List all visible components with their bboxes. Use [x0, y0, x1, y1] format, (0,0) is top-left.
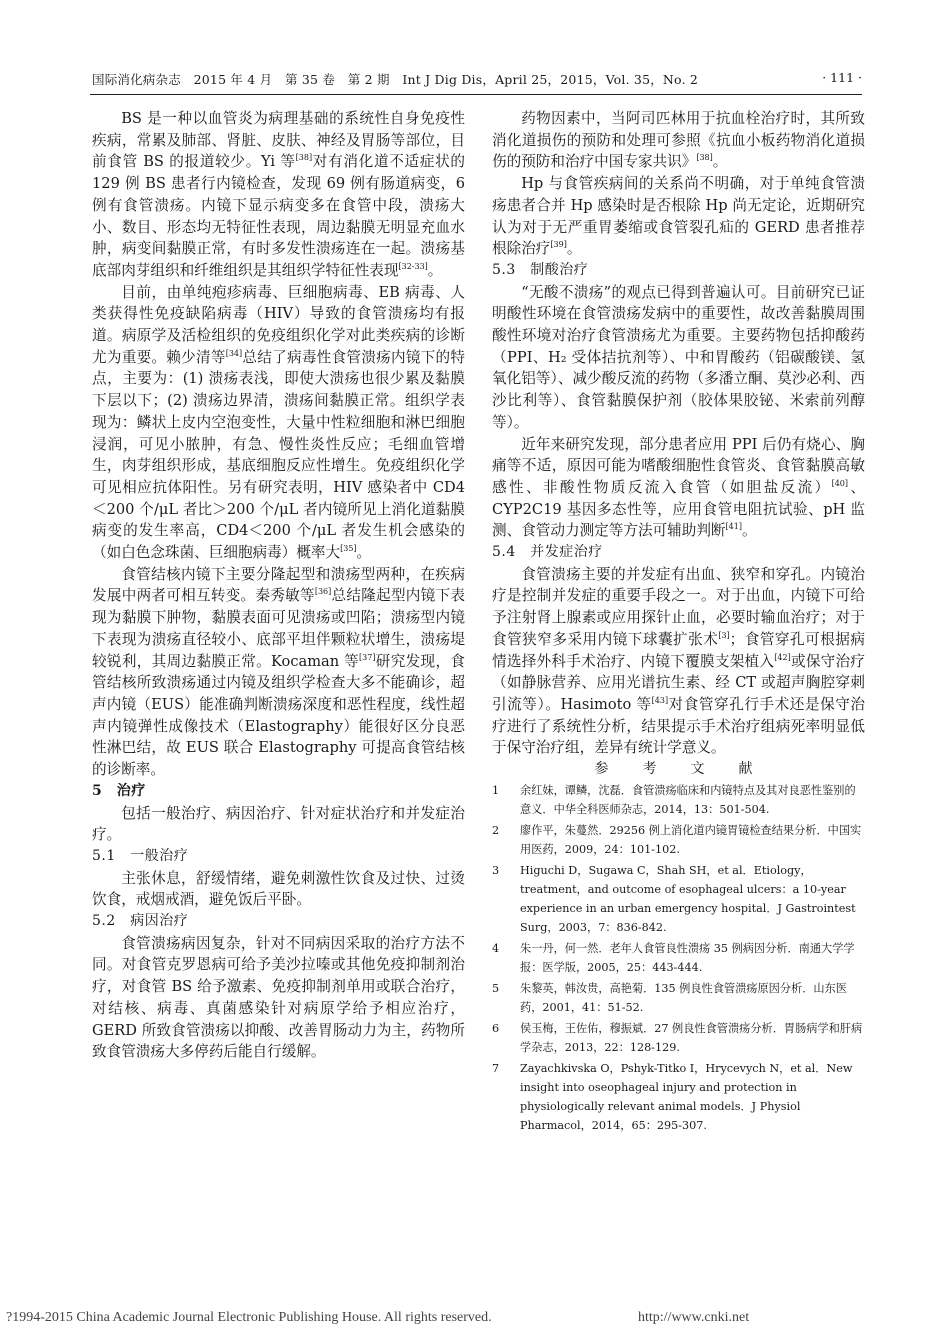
citation: [38] [295, 153, 313, 163]
paragraph [492, 108, 865, 173]
issue: 第 2 期 [347, 72, 390, 87]
running-header [92, 70, 862, 92]
page-number: · 111 · [822, 70, 862, 85]
paragraph [492, 173, 865, 260]
citation: [41] [725, 522, 742, 532]
references-title: 参 考 文 献 [594, 761, 763, 778]
volume: 第 35 卷 [285, 72, 336, 87]
paragraph: 包括一般治疗、病因治疗、针对症状治疗和并发症治疗。 [92, 804, 465, 844]
text: 。 [712, 153, 728, 171]
text: 药物因素中，当阿司匹林用于抗血栓治疗时，其所致消化道损伤的预防和处理可参照《抗血小板药物消化道损伤的预防和治疗中国专家共识》 [492, 110, 865, 171]
citation: [34] [225, 348, 243, 358]
issue-date: 2015 年 4 月 [193, 72, 273, 87]
citation: [37] [359, 652, 376, 662]
text: BS 是一种以血管炎为病理基础的系统性自身免疫性疾病，常累及肺部、肾脏、皮肤、神经及胃肠等部位，目前食管 BS 的报道较少。Yi 等 [92, 110, 465, 171]
reference-text: 朱一丹，何一然．老年人食管良性溃疡 35 例病因分析．南通大学学报：医学版，2005，25：443-444. [520, 941, 855, 974]
text: 、CYP2C19 基因多态性等，应用食管电阻抗试验、pH 监测、食管动力测定等方法可辅助判断 [492, 478, 865, 540]
reference-item [492, 861, 865, 937]
text: 或保守治疗（如静脉营养、应用光谱抗生素、经 CT 或超声胸腔穿刺引流等）。Hasimoto 等 [492, 652, 865, 713]
citation: [40] [831, 479, 848, 489]
citation: [36] [314, 587, 332, 597]
reference-number: 2 [492, 823, 500, 837]
reference-item [492, 939, 865, 977]
text: 。 [427, 261, 443, 279]
paragraph [92, 564, 465, 781]
reference-item [492, 1059, 865, 1135]
copyright-notice: ?1994-2015 China Academic Journal Electronic Publishing House. All rights reserved. [6, 1310, 492, 1325]
citation: [43] [651, 696, 669, 706]
paragraph [492, 564, 865, 759]
text: 研究发现，食管结核所致溃疡通过内镜及组织学检查大多不能确诊，超声内镜（EUS）能准确判断溃疡深度和恶性程度，线性超声内镜弹性成像技术（Elastography）能很好区分良恶性淋巴结，故 EUS 联合 Elastography 可提高食管结核的诊断率。 [92, 652, 465, 779]
text: 对有消化道不适症状的 129 例 BS 患者行内镜检查，发现 69 例有肠道病变，6 例有食管溃疡。内镜下显示病变多在食管中段，溃疡大小、数目、形态均无特征性表现，周边黏膜无明显充血水肿，病变间黏膜正常，有时多发性溃疡连在一起。溃疡基底部肉芽组织和纤维组织是其组织学特征性表现 [92, 153, 465, 279]
citation: [38] [696, 153, 713, 163]
text: 总结隆起型内镜下表现为黏膜下肿物，黏膜表面可见溃疡或凹陷；溃疡型内镜下表现为溃疡直径较小、底部平坦伴颗粒状增生，溃疡堤较锐利，其周边黏膜正常。Kocaman 等 [92, 587, 465, 670]
reference-number: 3 [492, 863, 500, 877]
text: 。 [356, 544, 372, 562]
citation: [32-33] [398, 262, 428, 272]
subsection-heading: 5.4 并发症治疗 [492, 544, 603, 561]
citation: [3] [718, 631, 730, 641]
text: ；食管穿孔可根据病情选择外科手术治疗、内镜下覆膜支架植入 [492, 630, 865, 670]
text: 总结了病毒性食管溃疡内镜下的特点，主要为：(1) 溃疡表浅，即使大溃疡也很少累及黏膜下层以下；(2) 溃疡边界清，溃疡间黏膜正常。组织学表现为：鳞状上皮内空泡变性，大量中性粒细胞和淋巴细胞浸润，可见小脓肿，有急、慢性炎性反应；毛细血管增生，肉芽组织形成，基底细胞反应性增生。免疫组织化学可见相应抗体阳性。另有研究表明，HIV 感染者中 CD4＜200 个/μL 者比＞200 个/μL 者内镜所见上消化道黏膜病变的发生率高，CD4＜200 个/μL 者发生机会感染的（如白色念珠菌、巨细胞病毒）概率大 [92, 348, 465, 562]
reference-number: 1 [492, 783, 500, 797]
paragraph: 主张休息，舒缓情绪，避免刺激性饮食及过快、过烫饮食，戒烟戒酒，避免饭后平卧。 [92, 869, 465, 909]
reference-item [492, 781, 865, 819]
citation: [39] [550, 240, 567, 250]
reference-text: Zayachkivska O，Pshyk-Titko I，Hrycevych N，et al．New insight into oseophageal injury and protection in physiologically relevant animal models．J Physiol Pharmacol，2014，65：295-307. [520, 1061, 853, 1132]
footer-url[interactable]: http://www.cnki.net [638, 1310, 750, 1325]
journal-name: 国际消化病杂志 [92, 72, 181, 87]
reference-item [492, 979, 865, 1017]
right-column [492, 108, 865, 1137]
journal-citation [92, 70, 698, 88]
reference-text: 廖作平，朱蔓然．29256 例上消化道内镜胃镜检查结果分析．中国实用医药，2009，24：101-102. [520, 823, 862, 856]
subsection-heading: 5.3 制酸治疗 [492, 261, 589, 278]
text: 食管结核内镜下主要分隆起型和溃疡型两种，在疾病发展中两者可相互转变。秦秀敏等 [92, 565, 465, 605]
text: 。 [741, 522, 757, 540]
text: Hp 与食管疾病间的关系尚不明确，对于单纯食管溃疡患者合并 Hp 感染时是否根除 Hp 尚无定论，近期研究认为对于无严重胃萎缩或食管裂孔疝的 GERD 患者推荐根除治疗 [492, 175, 865, 258]
paragraph [92, 108, 465, 282]
citation: [42] [774, 652, 791, 662]
left-column [92, 108, 465, 1063]
reference-text: Higuchi D，Sugawa C，Shah SH，et al．Etiology，treatment，and outcome of esophageal ulcers：a 10-year experience in an urban emergency hospital．J Gastrointest Surg，2003，7：836-842. [520, 863, 856, 934]
citation: [35] [340, 544, 357, 554]
reference-list [492, 781, 865, 1135]
reference-text: 余红妹，谭鳞，沈磊．食管溃疡临床和内镜特点及其对良恶性鉴别的意义．中华全科医师杂志，2014，13：501-504. [520, 783, 856, 816]
reference-item [492, 1019, 865, 1057]
text: 食管溃疡主要的并发症有出血、狭窄和穿孔。内镜治疗是控制并发症的重要手段之一。对于出血，内镜下可给予注射肾上腺素或应用探针止血，必要时输血治疗；对于食管狭窄多采用内镜下球囊扩张术 [492, 565, 865, 648]
subsection-heading: 5.1 一般治疗 [92, 847, 189, 864]
paragraph: “无酸不溃疡”的观点已得到普遍认可。目前研究已证明酸性环境在食管溃疡发病中的重要性，故改善黏膜周围酸性环境对治疗食管溃疡尤为重要。主要药物包括抑酸药（PPI、H₂ 受体拮抗剂等）、中和胃酸药（铝碳酸镁、氢氧化铝等）、减少酸反流的药物（多潘立酮、莫沙必利、西沙比利等）、食管黏膜保护剂（胶体果胶铋、米索前列醇等）。 [492, 283, 865, 431]
reference-text: 朱黎英，韩汝贵，高艳菊．135 例良性食管溃疡原因分析．山东医药，2001，41：51-52. [520, 981, 847, 1014]
reference-number: 5 [492, 981, 500, 995]
text: 对食管穿孔行手术还是保守治疗进行了系统性分析，结果提示手术治疗组病死率明显低于保守治疗组，差异有统计学意义。 [492, 695, 865, 757]
paragraph: 食管溃疡病因复杂，针对不同病因采取的治疗方法不同。对食管克罗恩病可给予美沙拉嗪或其他免疫抑制剂治疗，对食管 BS 给予激素、免疫抑制剂单用或联合治疗，对结核、病毒、真菌感染针对病原学给予相应治疗，GERD 所致食管溃疡以抑酸、改善胃肠动力为主，药物所致食管溃疡大多停药后能自行缓解。 [92, 934, 465, 1061]
subsection-heading: 5.2 病因治疗 [92, 913, 189, 930]
reference-item [492, 821, 865, 859]
reference-number: 7 [492, 1061, 500, 1075]
header-rule [90, 94, 862, 95]
section-heading: 5 治疗 [92, 782, 146, 799]
reference-text: 侯玉梅，王佐佑，穆振斌．27 例良性食管溃疡分析．胃肠病学和肝病学杂志，2013，22：128-129. [520, 1021, 863, 1054]
text: 。 [566, 240, 582, 258]
paragraph [92, 282, 465, 564]
text: 目前，由单纯疱疹病毒、巨细胞病毒、EB 病毒、人类获得性免疫缺陷病毒（HIV）导致的食管溃疡均有报道。病原学及活检组织的免疫组织化学对此类疾病的诊断尤为重要。赖少清等 [92, 283, 465, 366]
text: 近年来研究发现，部分患者应用 PPI 后仍有烧心、胸痛等不适，原因可能为嗜酸细胞性食管炎、食管黏膜高敏感性、非酸性物质反流入食管（如胆盐反流） [492, 435, 865, 496]
citation-en: Int J Dig Dis，April 25，2015，Vol. 35，No. 2 [402, 72, 699, 87]
reference-number: 6 [492, 1021, 500, 1035]
paragraph [492, 434, 865, 543]
reference-number: 4 [492, 941, 500, 955]
